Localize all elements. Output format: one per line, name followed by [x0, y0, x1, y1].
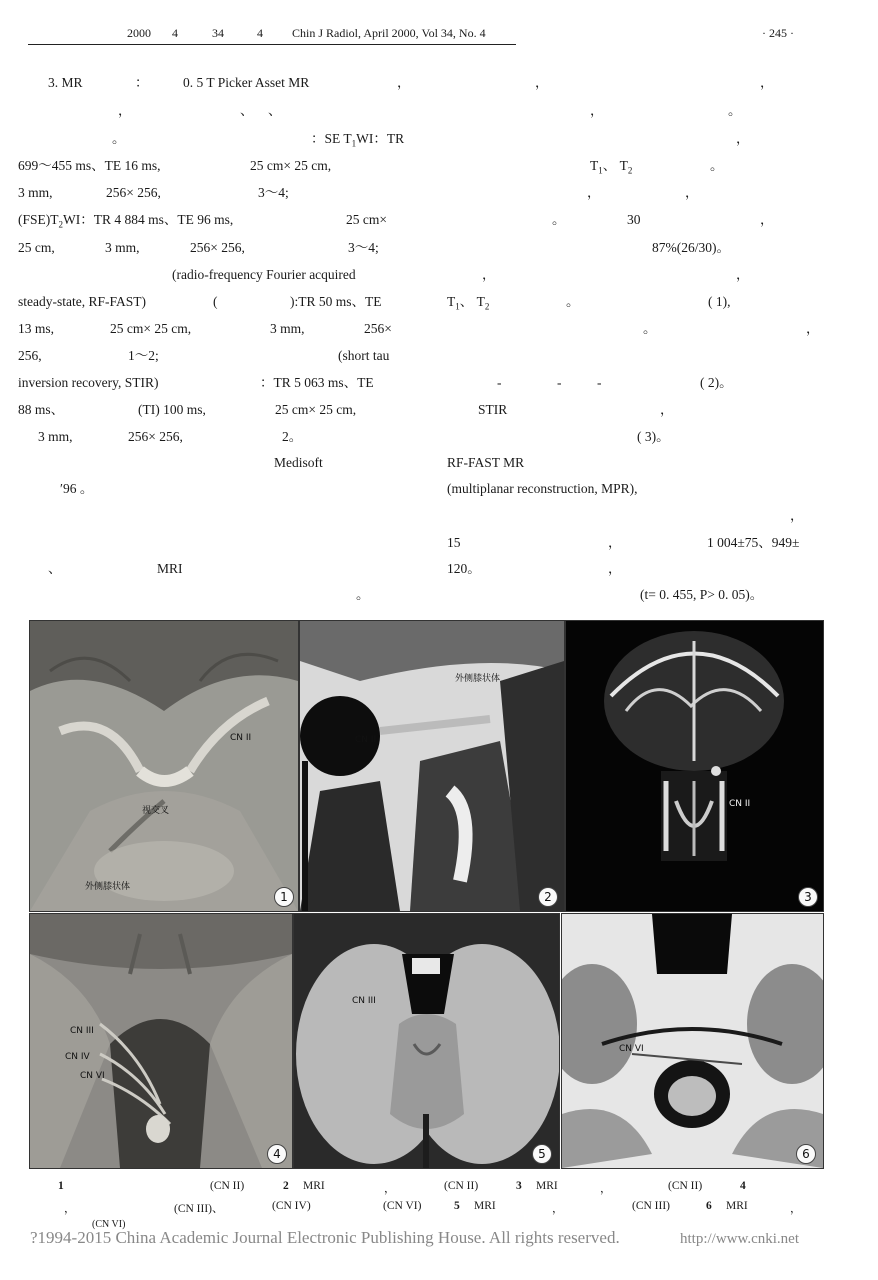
text: ，: [760, 212, 774, 227]
label-cn2: CN II: [355, 735, 377, 745]
text: 30: [627, 212, 641, 227]
text: ，: [482, 267, 496, 282]
caption-text: (CN IV): [272, 1200, 311, 1212]
text: ：TR 5 063 ms、TE: [260, 375, 374, 390]
text: 13 ms,: [18, 321, 55, 336]
caption-figure-number: 5: [454, 1200, 460, 1212]
text: ，: [118, 103, 132, 118]
label-lateral-geniculate-body: 外侧膝状体: [85, 882, 131, 892]
text: (t= 0. 455, P> 0. 05)。: [640, 587, 764, 602]
figure-2-sagittal-mri: [299, 620, 565, 912]
figure-3-coronal-mri: [565, 620, 824, 912]
header-year: 2000: [127, 26, 151, 40]
figure-number-badge: 2: [538, 887, 558, 907]
caption-figure-number: 6: [706, 1200, 712, 1212]
text: 。: [356, 587, 370, 602]
caption-text: ，: [790, 1203, 802, 1215]
mri-image: [294, 914, 559, 1168]
text: 15: [447, 535, 461, 550]
label-cn3: CN III: [352, 996, 376, 1006]
text: 256,: [18, 348, 42, 363]
text: -: [497, 375, 502, 390]
header-page-number: · 245 ·: [762, 26, 794, 40]
text: 25 cm× 25 cm,: [250, 158, 332, 173]
text: 。: [728, 103, 742, 118]
text: $(FSE)T_2WI$：TR 4 884 ms、TE 96 ms,: [18, 212, 234, 230]
figure-number-badge: 1: [274, 887, 294, 907]
text: 3 mm,: [38, 429, 73, 444]
text: (multiplanar reconstruction, MPR),: [447, 481, 638, 496]
text: 3～4;: [258, 185, 289, 200]
text: 88 ms、: [18, 402, 65, 417]
text: ( 1),: [708, 294, 731, 309]
text: ，: [685, 185, 699, 200]
label-cn2: CN II: [729, 799, 751, 809]
caption-text: MRI: [726, 1200, 748, 1212]
caption-text: (CN III)、: [174, 1203, 224, 1215]
text: ：: [135, 75, 149, 90]
text: ( 3)。: [637, 429, 670, 444]
caption-text: (CN II): [668, 1180, 703, 1192]
text: ′96 。: [60, 481, 94, 496]
caption-text: MRI: [536, 1180, 558, 1192]
text: Medisoft: [274, 455, 323, 470]
text: 3 mm,: [18, 185, 53, 200]
header-volume: 34: [212, 26, 224, 40]
text: (TI) 100 ms,: [138, 402, 206, 417]
header-rule: [28, 44, 516, 45]
text: 2。: [282, 429, 303, 444]
text: 699～455 ms、TE 16 ms,: [18, 158, 161, 173]
caption-text: (CN II): [444, 1180, 479, 1192]
text: steady-state, RF-FAST): [18, 294, 146, 309]
text: 、: [48, 561, 62, 576]
text: 25 cm× 25 cm,: [275, 402, 357, 417]
label-cn6: CN VI: [80, 1071, 105, 1081]
text: $T_1$、 $T_2$: [590, 158, 633, 176]
figure-6-axial-mri: [561, 913, 824, 1169]
text: ：SE $T_1WI$：TR: [311, 131, 405, 149]
footer-url: http://www.cnki.net: [680, 1231, 800, 1247]
text: ，: [397, 75, 411, 90]
figure-4-anatomy-specimen: [29, 913, 293, 1169]
text: 。: [566, 294, 580, 309]
text: 25 cm×: [346, 212, 387, 227]
figure-number-badge: 3: [798, 887, 818, 907]
text: 87%(26/30)。: [652, 240, 730, 255]
text: 3 mm,: [270, 321, 305, 336]
text: ，: [587, 185, 601, 200]
header-month: 4: [172, 26, 178, 40]
text: 0. 5 T Picker Asset MR: [183, 75, 310, 90]
text: ，: [736, 267, 750, 282]
caption-figure-number: 1: [58, 1180, 64, 1192]
text: 120。: [447, 561, 481, 576]
caption-figure-number: 4: [740, 1180, 746, 1192]
text: 25 cm,: [18, 240, 55, 255]
text: ，: [535, 75, 549, 90]
caption-figure-number: 3: [516, 1180, 522, 1192]
specimen-photo: [30, 914, 292, 1168]
text: RF-FAST MR: [447, 455, 525, 470]
caption-text: ，: [600, 1183, 612, 1195]
caption-text: ，: [552, 1203, 564, 1215]
caption-text: (CN II): [210, 1180, 245, 1192]
text: 、: [268, 103, 282, 118]
text: ，: [790, 508, 804, 523]
label-optic-chiasm: 视交叉: [142, 806, 170, 816]
label-cn6: CN VI: [619, 1044, 644, 1054]
figure-5-axial-mri: [293, 913, 560, 1169]
text: 。: [112, 131, 126, 146]
text: ，: [736, 131, 750, 146]
text: (short tau: [338, 348, 390, 363]
caption-text: (CN III): [632, 1200, 670, 1212]
copyright-footer: ?1994-2015 China Academic Journal Electronic Publishing House. All rights reserved.: [30, 1228, 620, 1247]
text: 256× 256,: [106, 185, 161, 200]
text: inversion recovery, STIR): [18, 375, 159, 390]
text: 256× 256,: [190, 240, 245, 255]
caption-text: (CN VI): [92, 1219, 126, 1230]
label-cn2: CN II: [230, 733, 252, 743]
caption-text: MRI: [474, 1200, 496, 1212]
text: 。: [552, 212, 566, 227]
specimen-photo: [30, 621, 298, 911]
mri-image: [562, 914, 823, 1168]
text: 、: [240, 103, 254, 118]
caption-text: ，: [384, 1183, 396, 1195]
text: 25 cm× 25 cm,: [110, 321, 192, 336]
text: 256×: [364, 321, 392, 336]
text: 3. MR: [48, 75, 83, 90]
text: MRI: [157, 561, 183, 576]
text: 256× 256,: [128, 429, 183, 444]
text: ，: [806, 321, 820, 336]
mri-image: [300, 621, 564, 911]
label-lateral-geniculate-body: 外侧膝状体: [455, 674, 501, 684]
text: ，: [608, 535, 622, 550]
caption-text: MRI: [303, 1180, 325, 1192]
caption-figure-number: 2: [283, 1180, 289, 1192]
figure-number-badge: 4: [267, 1144, 287, 1164]
figure-1-anatomy-specimen: [29, 620, 299, 912]
text: (: [213, 294, 218, 309]
label-cn3: CN III: [70, 1026, 94, 1036]
text: -: [557, 375, 562, 390]
text: (radio-frequency Fourier acquired: [172, 267, 356, 282]
caption-text: (CN VI): [383, 1200, 422, 1212]
text: STIR: [478, 402, 508, 417]
text: ，: [760, 75, 774, 90]
text: 。: [643, 321, 657, 336]
mri-image: [566, 621, 823, 911]
text: -: [597, 375, 602, 390]
text: ，: [608, 561, 622, 576]
label-cn4: CN IV: [65, 1052, 90, 1062]
header-citation: Chin J Radiol, April 2000, Vol 34, No. 4: [292, 26, 486, 40]
text: 。: [710, 158, 724, 173]
text: ，: [660, 402, 674, 417]
caption-text: ，: [64, 1203, 76, 1215]
figure-number-badge: 5: [532, 1144, 552, 1164]
text: ):TR 50 ms、TE: [290, 294, 382, 309]
text: ，: [590, 103, 604, 118]
text: ( 2)。: [700, 375, 733, 390]
header-issue: 4: [257, 26, 263, 40]
text: 1～2;: [128, 348, 159, 363]
figure-number-badge: 6: [796, 1144, 816, 1164]
text: $T_1$、 $T_2$: [447, 294, 490, 312]
text: 3～4;: [348, 240, 379, 255]
text: 1 004±75、949±: [707, 535, 800, 550]
text: 3 mm,: [105, 240, 140, 255]
